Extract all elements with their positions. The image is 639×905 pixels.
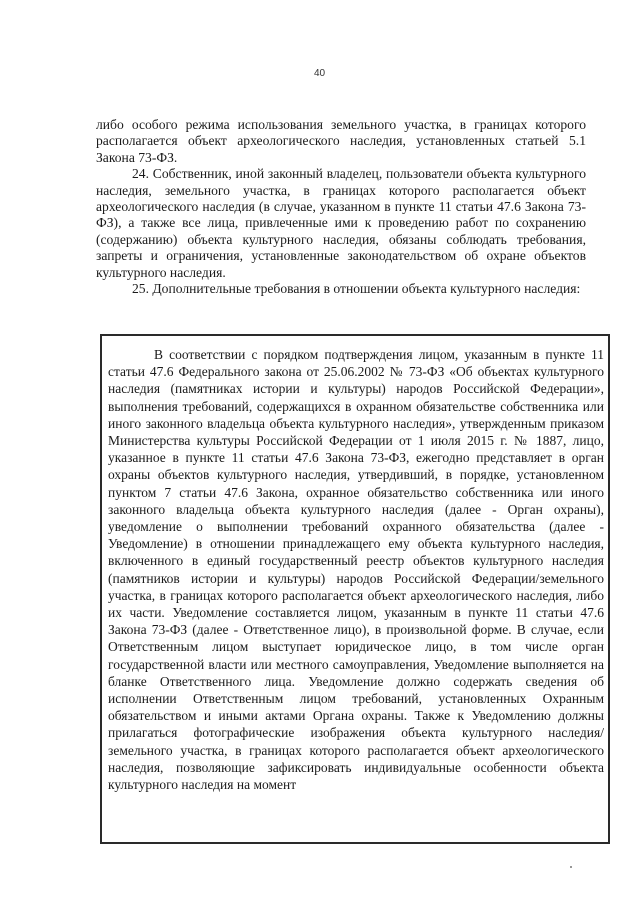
requirements-box — [100, 334, 610, 844]
page-number: 40 — [313, 68, 326, 79]
paragraph-item-24: 24. Собственник, иной законный владелец, пользователи объекта культурного наследия, земельного участка, в границах которого располагается объект археологического наследия (в случае, указанном в пункте 11 статьи 47.6 Закона 73-ФЗ), а также все лица, привлеченные ими к проведению работ по сохранению (содержанию) объекта культурного наследия, обязаны соблюдать требования, запреты и ограничения, установленные законодательством об охране объектов культурного наследия. — [96, 166, 586, 280]
requirements-box-text: В соответствии с порядком подтверждения лицом, указанным в пункте 11 статьи 47.6 Федерального закона от 25.06.2002 № 73-ФЗ «Об объектах культурного наследия (памятниках истории и культуры) народов Российской Федерации», выполнения требований, содержащихся в охранном обязательстве собственника или иного законного владельца объекта культурного наследия», утвержденным приказом Министерства культуры Российской Федерации от 1 июля 2015 г. № 1887, лицо, указанное в пункте 11 статьи 47.6 Закона 73-ФЗ, ежегодно представляет в орган охраны объектов культурного наследия, утвердивший, в порядке, установленном пунктом 7 статьи 47.6 Закона, охранное обязательство собственника или иного законного владельца объекта культурного наследия (далее - Орган охраны), уведомление о выполнении требований охранного обязательства (далее - Уведомление) в отношении принадлежащего ему объекта культурного наследия, включенного в единый государственный реестр объектов культурного наследия (памятников истории и культуры) народов Российской Федерации/земельного участка, в границах которого располагается объект археологического наследия, либо их части. Уведомление составляется лицом, указанным в пункте 11 статьи 47.6 Закона 73-ФЗ (далее - Ответственное лицо), в произвольной форме. В случае, если Ответственным лицом выступает юридическое лицо, в том числе орган государственной власти или местного самоуправления, Уведомление выполняется на бланке Ответственного лица. Уведомление должно содержать сведения об исполнении Ответственным лицом требований, установленных Охранным обязательством и иными актами Органа охраны. Также к Уведомлению должны прилагаться фотографические изображения объекта культурного наследия/земельного участка, в границах которого располагается объект археологического наследия, позволяющие зафиксировать индивидуальные особенности объекта культурного наследия на момент — [108, 347, 604, 793]
paragraph-item-25: 25. Дополнительные требования в отношении объекта культурного наследия: — [132, 281, 581, 297]
document-body — [96, 117, 586, 297]
continuation-paragraph: либо особого режима использования земельного участка, в границах которого располагается объект археологического наследия, установленных статьей 5.1 Закона 73-ФЗ. — [96, 117, 586, 165]
scan-speck — [570, 866, 572, 868]
